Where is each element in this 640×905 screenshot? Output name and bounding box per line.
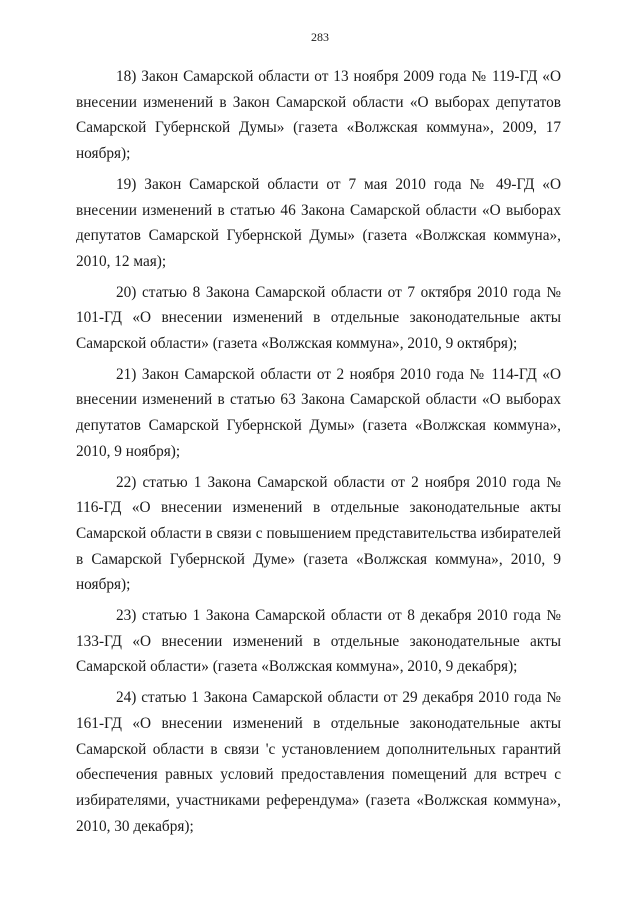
list-item-21: 21) Закон Самарской области от 2 ноября 2010 года № 114-ГД «О внесении изменений в статью 63 Закона Самарской области «О выборах депутатов Самарской Губернской Думы» (газета «Волжская коммуна», 2010, 9 ноября); <box>76 365 561 460</box>
document-body <box>76 64 561 844</box>
list-item-18: 18) Закон Самарской области от 13 ноября 2009 года № 119-ГД «О внесении изменений в Закон Самарской области «О выборах депутатов Самарской Губернской Думы» (газета «Волжская коммуна», 2009, 17 ноября); <box>76 68 561 163</box>
list-item-22: 22) статью 1 Закона Самарской области от 2 ноября 2010 года № 116-ГД «О внесении изменений в отдельные законодательные акты Самарской области в связи с повышением представительства избирателей в Самарской Губернской Думе» (газета «Волжская коммуна», 2010, 9 ноября); <box>76 473 561 594</box>
list-item-19: 19) Закон Самарской области от 7 мая 2010 года № 49-ГД «О внесении изменений в статью 46 Закона Самарской области «О выборах депутатов Самарской Губернской Думы» (газета «Волжская коммуна», 2010, 12 мая); <box>76 175 561 270</box>
list-item-24: 24) статью 1 Закона Самарской области от 29 декабря 2010 года № 161-ГД «О внесении изменений в отдельные законодательные акты Самарской области в связи 'с установлением дополнительных гарантий обеспечения равных условий предоставления помещений для встреч с избирателями, участниками референдума» (газета «Волжская коммуна», 2010, 30 декабря); <box>76 689 561 835</box>
page-number: 283 <box>311 30 329 44</box>
list-item-23: 23) статью 1 Закона Самарской области от 8 декабря 2010 года № 133-ГД «О внесении изменений в отдельные законодательные акты Самарской области» (газета «Волжская коммуна», 2010, 9 декабря); <box>76 607 561 676</box>
list-item-20: 20) статью 8 Закона Самарской области от 7 октября 2010 года № 101-ГД «О внесении изменений в отдельные законодательные акты Самарской области» (газета «Волжская коммуна», 2010, 9 октября); <box>76 283 561 353</box>
